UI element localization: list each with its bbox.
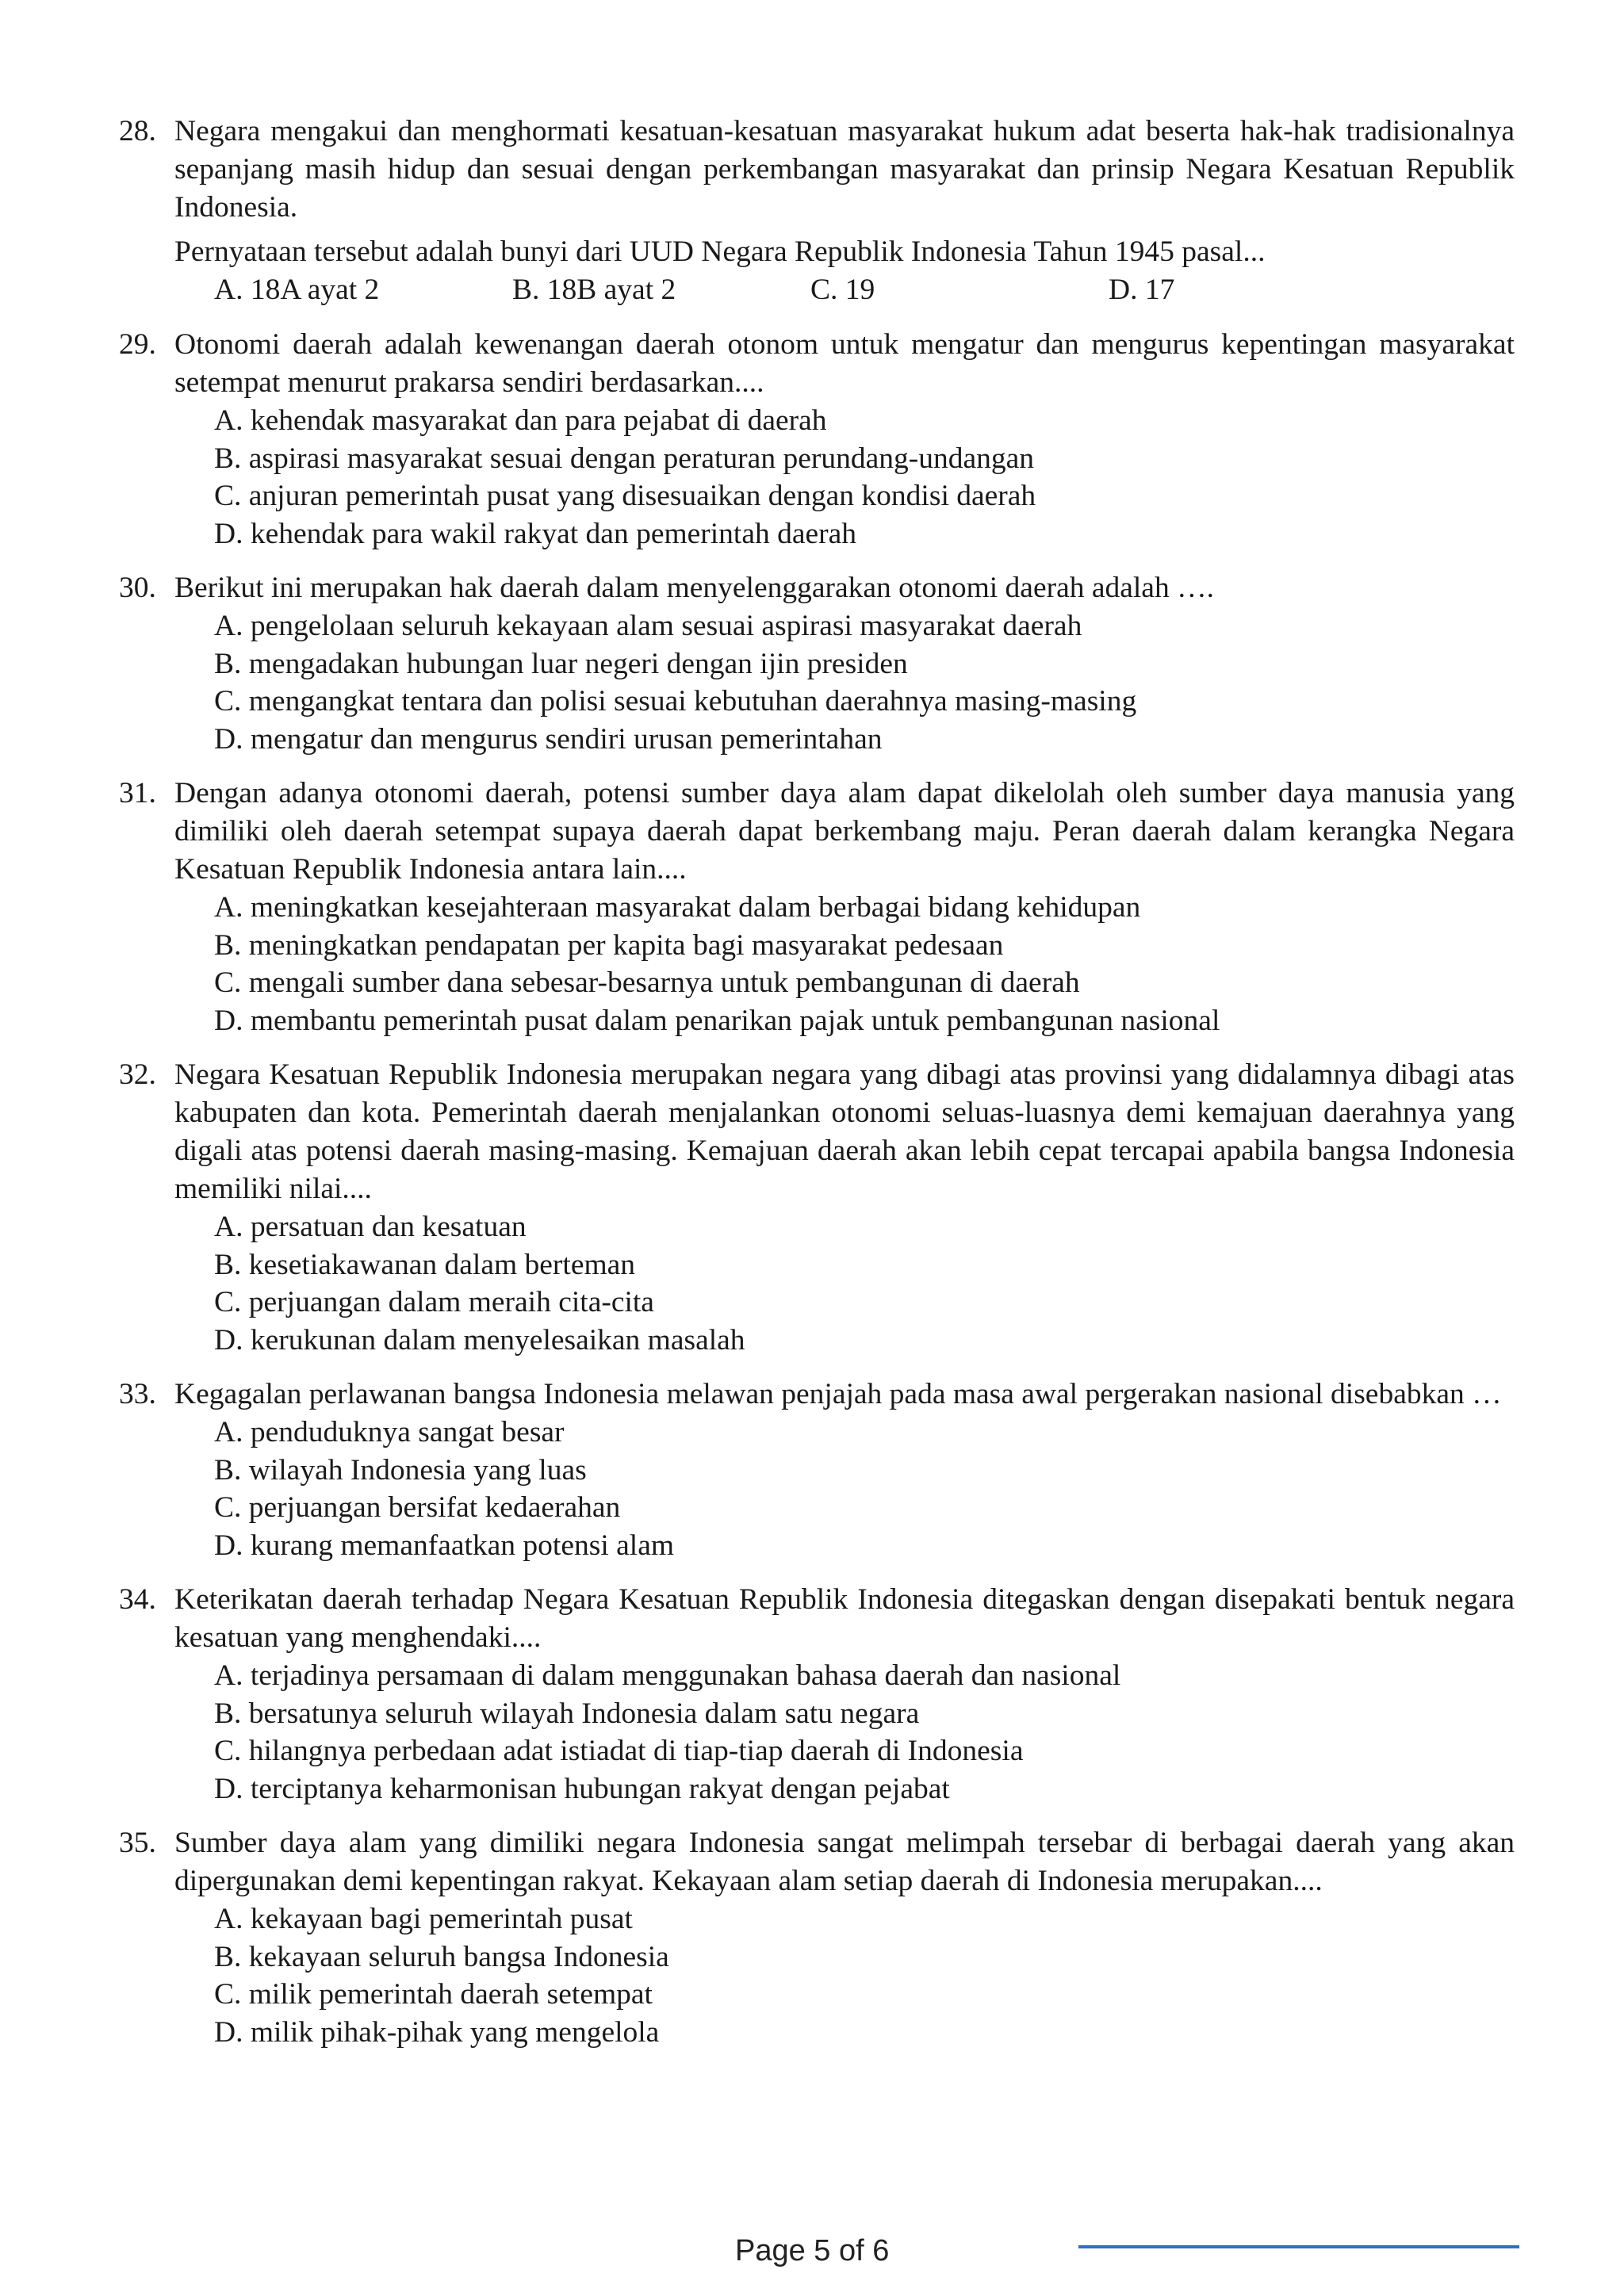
option-a: A. terjadinya persamaan di dalam menggunakan bahasa daerah dan nasional: [214, 1659, 1121, 1692]
question-stem: Keterikatan daerah terhadap Negara Kesatuan Republik Indonesia ditegaskan dengan disepakati bentuk negara kesatuan yang menghendaki....: [174, 1583, 1515, 1654]
question-number: 35.: [119, 1827, 156, 1859]
question-number: 28.: [119, 115, 156, 147]
option-c: C. perjuangan dalam meraih cita-cita: [214, 1286, 654, 1318]
answer-options: [174, 1900, 1515, 2051]
option-b: B. meningkatkan pendapatan per kapita bagi masyarakat pedesaan: [214, 928, 1004, 962]
option-c: C. 19: [810, 274, 875, 306]
question-number: 33.: [119, 1378, 156, 1410]
question-30: [119, 569, 1515, 758]
option-b: B. kekayaan seluruh bangsa Indonesia: [214, 1940, 669, 1973]
option-d: D. terciptanya keharmonisan hubungan rakyat dengan pejabat: [214, 1772, 950, 1805]
question-stem: Sumber daya alam yang dimiliki negara Indonesia sangat melimpah tersebar di berbagai daerah yang akan dipergunakan demi kepentingan rakyat. Kekayaan alam setiap daerah di Indonesia merupakan....: [174, 1827, 1515, 1897]
question-number: 30.: [119, 572, 156, 604]
answer-options: [174, 607, 1515, 758]
option-c: C. milik pemerintah daerah setempat: [214, 1978, 653, 2011]
option-d: D. milik pihak-pihak yang mengelola: [214, 2015, 660, 2049]
option-d: D. kerukunan dalam menyelesaikan masalah: [214, 1323, 745, 1357]
option-a: A. penduduknya sangat besar: [214, 1416, 565, 1448]
option-c: C. perjuangan bersifat kedaerahan: [214, 1491, 621, 1524]
page-number-label: Page 5 of 6: [735, 2234, 890, 2267]
question-33: [119, 1376, 1515, 1564]
question-29: [119, 326, 1515, 553]
answer-options: [174, 889, 1515, 1039]
answer-options: [174, 1414, 1515, 1564]
option-c: C. hilangnya perbedaan adat istiadat di tiap-tiap daerah di Indonesia: [214, 1735, 1024, 1767]
answer-options: [174, 402, 1515, 553]
option-a: A. pengelolaan seluruh kekayaan alam sesuai aspirasi masyarakat daerah: [214, 610, 1082, 642]
option-b: B. wilayah Indonesia yang luas: [214, 1453, 587, 1487]
footer-rule: [1078, 2245, 1519, 2248]
question-number: 34.: [119, 1583, 156, 1616]
answer-options: [174, 1208, 1515, 1359]
option-b: B. bersatunya seluruh wilayah Indonesia dalam satu negara: [214, 1697, 920, 1730]
option-a: A. kekayaan bagi pemerintah pusat: [214, 1903, 633, 1935]
option-b: B. mengadakan hubungan luar negeri dengan ijin presiden: [214, 647, 908, 680]
answer-options: [174, 1657, 1515, 1808]
question-stem: Negara mengakui dan menghormati kesatuan-kesatuan masyarakat hukum adat beserta hak-hak tradisionalnya sepanjang masih hidup dan sesuai dengan perkembangan masyarakat dan prinsip Negara Kesatuan Republik Indonesia.: [174, 115, 1515, 224]
option-d: D. kehendak para wakil rakyat dan pemerintah daerah: [214, 517, 857, 550]
question-32: [119, 1056, 1515, 1359]
option-a: A. 18A ayat 2: [214, 274, 380, 306]
answer-options: [174, 271, 1515, 309]
option-d: D. mengatur dan mengurus sendiri urusan pemerintahan: [214, 722, 883, 756]
question-31: [119, 775, 1515, 1039]
question-stem: Kegagalan perlawanan bangsa Indonesia melawan penjajah pada masa awal pergerakan nasional disebabkan …: [174, 1378, 1502, 1410]
option-a: A. persatuan dan kesatuan: [214, 1211, 527, 1243]
question-35: [119, 1824, 1515, 2051]
option-a: A. kehendak masyarakat dan para pejabat di daerah: [214, 404, 827, 437]
question-prompt: Pernyataan tersebut adalah bunyi dari UUD Negara Republik Indonesia Tahun 1945 pasal...: [174, 235, 1266, 268]
question-stem: Berikut ini merupakan hak daerah dalam menyelenggarakan otonomi daerah adalah ….: [174, 572, 1214, 604]
question-stem: Dengan adanya otonomi daerah, potensi sumber daya alam dapat dikelolah oleh sumber daya manusia yang dimiliki oleh daerah setempat supaya daerah dapat berkembang maju. Peran daerah dalam kerangka Negara Kesatuan Republik Indonesia antara lain....: [174, 777, 1515, 886]
option-b: B. 18B ayat 2: [512, 274, 676, 306]
question-stem: Negara Kesatuan Republik Indonesia merupakan negara yang dibagi atas provinsi yang didalamnya dibagi atas kabupaten dan kota. Pemerintah daerah menjalankan otonomi seluas-luasnya demi kemajuan daerahnya yang digali atas potensi daerah masing-masing. Kemajuan daerah akan lebih cepat tercapai apabila bangsa Indonesia memiliki nilai....: [174, 1058, 1515, 1205]
option-b: B. kesetiakawanan dalam berteman: [214, 1248, 636, 1281]
option-c: C. anjuran pemerintah pusat yang disesuaikan dengan kondisi daerah: [214, 480, 1036, 512]
question-stem: Otonomi daerah adalah kewenangan daerah otonom untuk mengatur dan mengurus kepentingan masyarakat setempat menurut prakarsa sendiri berdasarkan....: [174, 328, 1515, 399]
question-number: 29.: [119, 328, 156, 361]
option-d: D. kurang memanfaatkan potensi alam: [214, 1529, 675, 1562]
question-number: 31.: [119, 777, 156, 809]
question-list: [119, 113, 1515, 2068]
option-c: C. mengali sumber dana sebesar-besarnya untuk pembangunan di daerah: [214, 966, 1080, 999]
option-d: D. 17: [1109, 274, 1175, 306]
question-34: [119, 1581, 1515, 1808]
question-number: 32.: [119, 1058, 156, 1091]
option-c: C. mengangkat tentara dan polisi sesuai kebutuhan daerahnya masing-masing: [214, 685, 1137, 718]
option-d: D. membantu pemerintah pusat dalam penarikan pajak untuk pembangunan nasional: [214, 1004, 1220, 1037]
page-footer: [0, 2234, 1624, 2274]
question-28: [119, 113, 1515, 309]
option-a: A. meningkatkan kesejahteraan masyarakat dalam berbagai bidang kehidupan: [214, 891, 1141, 924]
option-b: B. aspirasi masyarakat sesuai dengan peraturan perundang-undangan: [214, 442, 1034, 475]
